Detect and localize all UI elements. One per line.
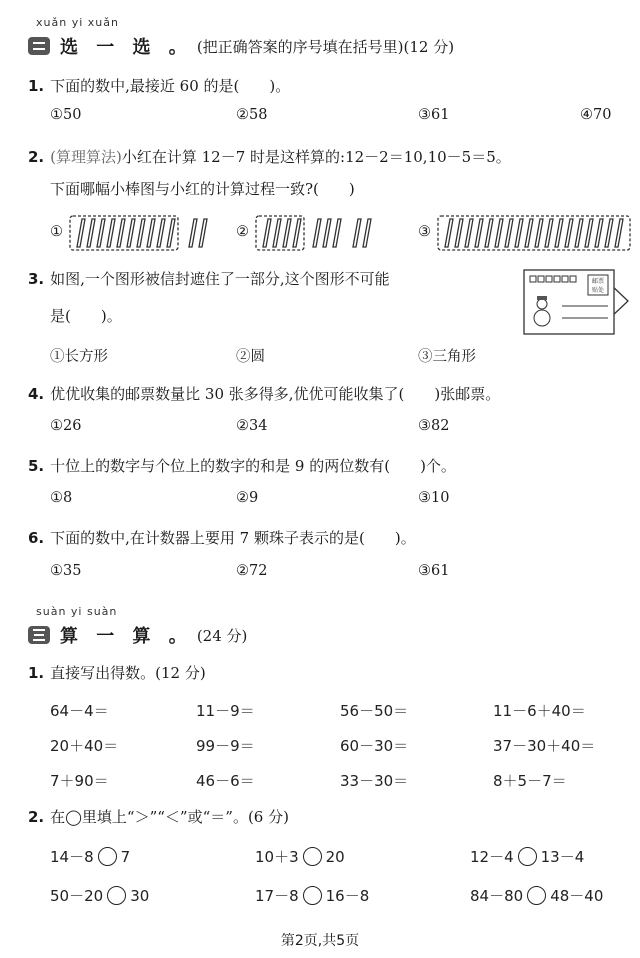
stick-mark [595, 219, 603, 247]
stick-group [70, 216, 207, 250]
section1-title: 选 一 选 。 [60, 37, 193, 58]
stick-mark [127, 219, 135, 247]
stick-mark [293, 219, 301, 247]
option: ②9 [236, 490, 259, 506]
stick-mark [273, 219, 281, 247]
stick-mark [605, 219, 613, 247]
option: ③ [418, 224, 431, 240]
stick-mark [107, 219, 115, 247]
stick-mark [363, 219, 371, 247]
option: ②58 [236, 107, 268, 123]
question-2-text: 小红在计算 12－7 时是这样算的:12－2＝10,10－5＝5。 [121, 148, 511, 166]
page-footer: 第2页,共5页 [280, 933, 360, 949]
envelope-illustration [522, 266, 634, 338]
section-number-two-icon [28, 37, 50, 55]
stick-mark [323, 219, 331, 247]
calc-item: 64－4＝ [50, 702, 109, 720]
stick-mark [189, 219, 197, 247]
option: ②34 [236, 418, 268, 434]
stick-mark [545, 219, 553, 247]
question-4: 4. 优优收集的邮票数量比 30 张多得多,优优可能收集了( )张邮票。 [28, 385, 501, 403]
section2-title: 算 一 算 。 [60, 626, 193, 647]
question-1-text: 下面的数中,最接近 60 的是( )。 [50, 77, 291, 95]
question-6-text: 下面的数中,在计数器上要用 7 颗珠子表示的是( )。 [50, 529, 416, 547]
option: ③82 [418, 418, 450, 434]
option: ② [236, 224, 249, 240]
option: ①长方形 [50, 349, 108, 365]
question-2-2: 2. 在◯里填上“＞”“＜”或“＝”。(6 分) [28, 808, 289, 826]
stick-mark [535, 219, 543, 247]
compare-item: 84－80 48－40 [470, 887, 604, 905]
option: ①26 [50, 418, 82, 434]
calc-item: 8＋5－7＝ [493, 772, 567, 790]
stick-mark [485, 219, 493, 247]
stick-bundle-diagram-2 [254, 213, 404, 255]
section2-pinyin: suàn yi suàn [36, 605, 118, 618]
option: ③61 [418, 107, 450, 123]
calc-item: 56－50＝ [340, 702, 409, 720]
stick-mark [167, 219, 175, 247]
stick-mark [585, 219, 593, 247]
option: ④70 [580, 107, 612, 123]
question-2-1-text: 直接写出得数。(12 分) [50, 664, 206, 682]
stick-mark [565, 219, 573, 247]
stick-mark [147, 219, 155, 247]
answer-circle[interactable] [303, 847, 322, 866]
calc-item: 60－30＝ [340, 737, 409, 755]
stick-mark [77, 219, 85, 247]
section1-pinyin: xuǎn yi xuǎn [36, 16, 119, 29]
question-6: 6. 下面的数中,在计数器上要用 7 颗珠子表示的是( )。 [28, 529, 416, 547]
stick-mark [525, 219, 533, 247]
question-3: 3. 如图,一个图形被信封遮住了一部分,这个图形不可能 [28, 270, 390, 288]
question-1: 1. 下面的数中,最接近 60 的是( )。 [28, 77, 291, 95]
answer-circle[interactable] [98, 847, 117, 866]
stick-mark [117, 219, 125, 247]
stick-mark [199, 219, 207, 247]
calc-item: 7＋90＝ [50, 772, 109, 790]
question-4-text: 优优收集的邮票数量比 30 张多得多,优优可能收集了( )张邮票。 [50, 385, 501, 403]
calc-item: 46－6＝ [196, 772, 255, 790]
stick-mark [87, 219, 95, 247]
section2-note: (24 分) [196, 626, 248, 645]
question-5: 5. 十位上的数字与个位上的数字的和是 9 的两位数有( )个。 [28, 457, 456, 475]
section2-header [28, 622, 247, 648]
stick-mark [445, 219, 453, 247]
answer-circle[interactable] [527, 886, 546, 905]
stick-mark [455, 219, 463, 247]
stick-mark [97, 219, 105, 247]
option: ①8 [50, 490, 73, 506]
question-3-line2: 是( )。 [50, 307, 122, 325]
stick-bundle-diagram-1 [68, 213, 218, 255]
question-2-1: 1. 直接写出得数。(12 分) [28, 664, 206, 682]
stick-mark [157, 219, 165, 247]
stick-mark [555, 219, 563, 247]
question-2-tag: (算理算法) [50, 148, 122, 166]
calc-item: 99－9＝ [196, 737, 255, 755]
section1-header [28, 33, 454, 59]
compare-item: 10＋3 20 [255, 848, 345, 866]
option: ②72 [236, 563, 268, 579]
compare-item: 12－4 13－4 [470, 848, 585, 866]
answer-circle[interactable] [303, 886, 322, 905]
calc-item: 33－30＝ [340, 772, 409, 790]
option: ③61 [418, 563, 450, 579]
stick-mark [615, 219, 623, 247]
stick-mark [313, 219, 321, 247]
calc-item: 11－9＝ [196, 702, 255, 720]
question-2-line2: 下面哪幅小棒图与小红的计算过程一致?( ) [50, 180, 355, 198]
stick-mark [495, 219, 503, 247]
compare-item: 14－8 7 [50, 848, 131, 866]
stick-mark [263, 219, 271, 247]
question-5-text: 十位上的数字与个位上的数字的和是 9 的两位数有( )个。 [50, 457, 456, 475]
stick-mark [515, 219, 523, 247]
compare-item: 17－8 16－8 [255, 887, 370, 905]
stick-mark [283, 219, 291, 247]
stamp-label-bottom: 贴处 [591, 287, 605, 294]
option: ③10 [418, 490, 450, 506]
stick-mark [333, 219, 341, 247]
section-number-three-icon [28, 626, 50, 644]
option: ②圆 [236, 349, 265, 365]
question-2-2-text: 在◯里填上“＞”“＜”或“＝”。(6 分) [50, 808, 289, 826]
stamp-label-top: 邮票 [591, 278, 605, 285]
calc-item: 11－6＋40＝ [493, 702, 586, 720]
question-2: 2. (算理算法)小红在计算 12－7 时是这样算的:12－2＝10,10－5＝5。 [28, 148, 511, 166]
option: ① [50, 224, 63, 240]
stick-mark [353, 219, 361, 247]
option: ③三角形 [418, 349, 476, 365]
stick-mark [137, 219, 145, 247]
calc-item: 37－30＋40＝ [493, 737, 596, 755]
calc-item: 20＋40＝ [50, 737, 119, 755]
section1-note: (把正确答案的序号填在括号里)(12 分) [196, 37, 455, 56]
stick-mark [465, 219, 473, 247]
answer-circle[interactable] [518, 847, 537, 866]
stick-mark [505, 219, 513, 247]
option: ①50 [50, 107, 82, 123]
stick-mark [575, 219, 583, 247]
option: ①35 [50, 563, 82, 579]
stick-mark [475, 219, 483, 247]
question-3-text: 如图,一个图形被信封遮住了一部分,这个图形不可能 [50, 270, 390, 288]
compare-item: 50－20 30 [50, 887, 150, 905]
answer-circle[interactable] [107, 886, 126, 905]
stick-bundle-diagram-3 [436, 213, 636, 255]
